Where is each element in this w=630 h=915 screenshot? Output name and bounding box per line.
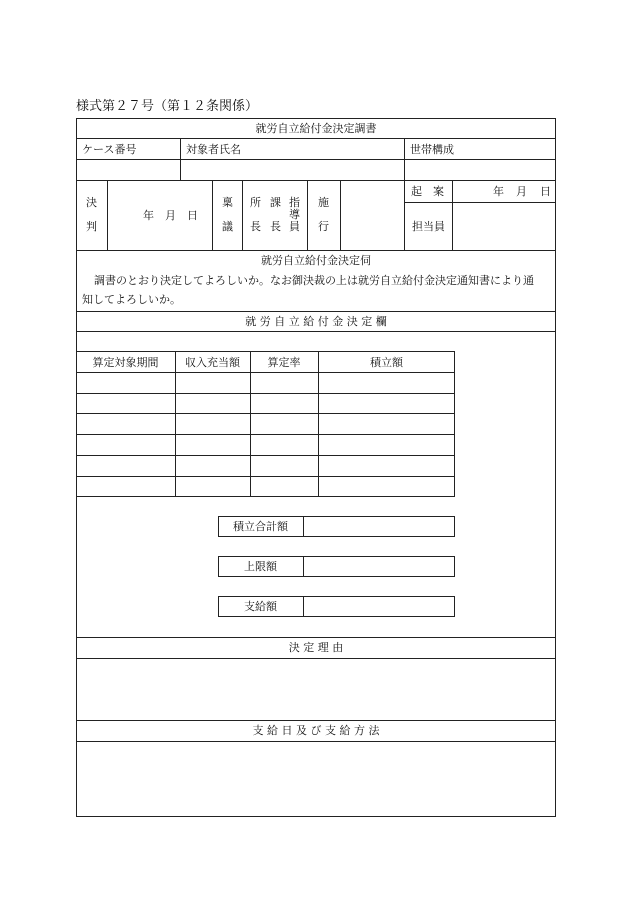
rule bbox=[76, 138, 556, 139]
rule bbox=[76, 720, 556, 721]
rule bbox=[404, 202, 556, 203]
date-day-label: 日 bbox=[187, 209, 198, 222]
decision-reason-title: 決 定 理 由 bbox=[288, 641, 344, 654]
rule bbox=[76, 637, 556, 638]
rule bbox=[242, 180, 243, 250]
col-header-period: 算定対象期間 bbox=[92, 356, 159, 369]
inquiry-text-line1: 調書のとおり決定してよろしいか。なお御決裁の上は就労自立給付金決定通知書により通 bbox=[94, 274, 534, 287]
ringi-char-2: 議 bbox=[222, 220, 233, 233]
kian-char-2: 案 bbox=[433, 185, 444, 198]
tantou-label: 担当員 bbox=[412, 220, 445, 233]
kessai-char-1: 決 bbox=[86, 196, 97, 209]
kian-char-1: 起 bbox=[411, 185, 422, 198]
rule bbox=[180, 138, 181, 180]
rule bbox=[303, 556, 304, 577]
date-month-label: 月 bbox=[165, 209, 176, 222]
shocho-char-1: 所 bbox=[250, 196, 261, 209]
kian-year-label: 年 bbox=[493, 185, 504, 198]
case-number-label: ケース番号 bbox=[82, 143, 137, 156]
rule bbox=[76, 311, 556, 312]
col-header-income: 収入充当額 bbox=[185, 356, 240, 369]
rule bbox=[107, 180, 108, 250]
payment-amount-label: 支給額 bbox=[244, 600, 277, 613]
rule bbox=[76, 331, 556, 332]
inquiry-title: 就労自立給付金決定伺 bbox=[261, 254, 371, 267]
total-savings-label: 積立合計額 bbox=[233, 520, 288, 533]
kian-day-label: 日 bbox=[540, 185, 551, 198]
table-row bbox=[76, 455, 455, 456]
col-header-savings: 積立額 bbox=[370, 356, 403, 369]
document-title: 就労自立給付金決定調書 bbox=[255, 122, 377, 135]
rule bbox=[404, 138, 405, 250]
inquiry-text-line2: 知してよろしいか。 bbox=[82, 293, 181, 306]
household-label: 世帯構成 bbox=[410, 143, 454, 156]
kessai-char-2: 判 bbox=[86, 220, 97, 233]
col-header-rate: 算定率 bbox=[267, 356, 301, 369]
kacho-char-1: 課 bbox=[270, 196, 281, 209]
subject-name-label: 対象者氏名 bbox=[186, 143, 241, 156]
ringi-char-1: 稟 bbox=[222, 196, 233, 209]
table-row bbox=[76, 413, 455, 414]
shido-char-1: 指 bbox=[289, 196, 300, 209]
rule bbox=[76, 180, 556, 181]
table-row bbox=[76, 372, 455, 373]
shido-char-2: 導 bbox=[289, 208, 300, 221]
rule bbox=[76, 159, 556, 160]
date-year-label: 年 bbox=[143, 209, 154, 222]
rule bbox=[212, 180, 213, 250]
table-row bbox=[76, 393, 455, 394]
rule bbox=[303, 596, 304, 617]
upper-limit-label: 上限額 bbox=[244, 560, 277, 573]
shiko-char-1: 施 bbox=[318, 196, 329, 209]
rule bbox=[307, 180, 308, 250]
rule bbox=[452, 180, 453, 250]
rule bbox=[76, 741, 556, 742]
kacho-char-2: 長 bbox=[270, 220, 281, 233]
decision-section-title: 就 労 自 立 給 付 金 決 定 欄 bbox=[245, 315, 387, 328]
rule bbox=[76, 250, 556, 251]
shiko-char-2: 行 bbox=[318, 220, 329, 233]
table-row bbox=[76, 476, 455, 477]
form-title: 様式第２７号（第１２条関係） bbox=[76, 99, 259, 114]
shido-char-3: 員 bbox=[289, 220, 300, 233]
rule bbox=[340, 180, 341, 250]
kian-month-label: 月 bbox=[516, 185, 527, 198]
rule bbox=[303, 516, 304, 537]
rule bbox=[76, 658, 556, 659]
payment-method-title: 支 給 日 及 び 支 給 方 法 bbox=[252, 724, 380, 737]
table-row bbox=[76, 434, 455, 435]
shocho-char-2: 長 bbox=[250, 220, 261, 233]
